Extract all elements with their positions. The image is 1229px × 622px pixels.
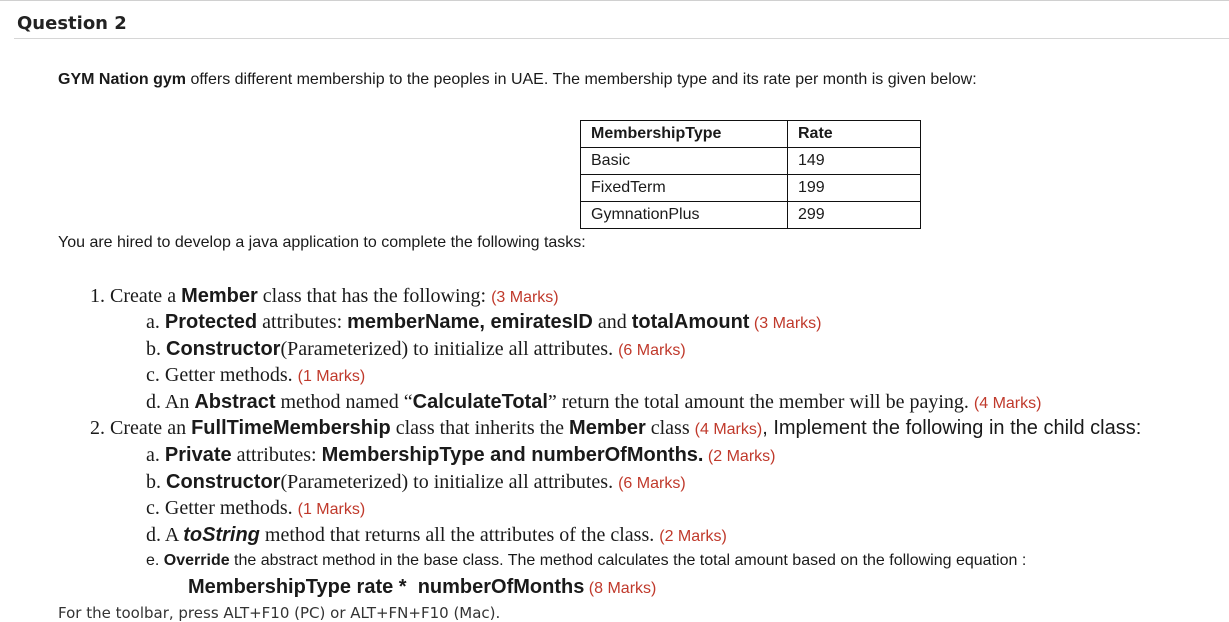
marks: (4 Marks) [694, 421, 763, 438]
marks: (6 Marks) [618, 342, 686, 359]
cell-rate: 149 [788, 148, 921, 175]
gym-name: GYM Nation gym [58, 71, 187, 88]
membership-rate-table [580, 120, 921, 229]
task-2a: a. Private attributes: MembershipType and numberOfMonths. (2 Marks) [146, 444, 776, 466]
marks: (2 Marks) [703, 448, 776, 465]
hired-paragraph: You are hired to develop a java application to complete the following tasks: [58, 234, 586, 251]
task-1a: a. Protected attributes: memberName, emiratesID and totalAmount (3 Marks) [146, 311, 822, 333]
task-2c: c. Getter methods. (1 Marks) [146, 497, 366, 519]
task-2d: d. A toString method that returns all the attributes of the class. (2 Marks) [146, 524, 727, 546]
top-border [0, 0, 1229, 1]
equation: MembershipType rate * numberOfMonths (8 Marks) [188, 576, 657, 598]
marks: (1 Marks) [297, 501, 366, 518]
intro-paragraph [58, 71, 977, 89]
table-row [581, 148, 921, 175]
task-1: 1. Create a Member class that has the following: (3 Marks) [90, 285, 559, 307]
task-1c: c. Getter methods. (1 Marks) [146, 364, 366, 386]
marks: (3 Marks) [749, 315, 822, 332]
marks: (8 Marks) [584, 580, 657, 597]
table-row [581, 175, 921, 202]
marks: (2 Marks) [659, 528, 727, 545]
task-2e: e. Override the abstract method in the base class. The method calculates the total amount based on the following equation : [146, 552, 1027, 569]
header-membership-type: MembershipType [581, 121, 788, 148]
cell-type: FixedTerm [581, 175, 788, 202]
cell-rate: 299 [788, 202, 921, 229]
task-2b: b. Constructor(Parameterized) to initialize all attributes. (6 Marks) [146, 471, 686, 493]
intro-text: offers different membership to the peoples in UAE. The membership type and its rate per month is given below: [186, 71, 977, 88]
header-rate: Rate [788, 121, 921, 148]
cell-type: GymnationPlus [581, 202, 788, 229]
task-1d: d. An Abstract method named “CalculateTotal” return the total amount the member will be paying. (4 Marks) [146, 391, 1042, 413]
marks: (3 Marks) [491, 289, 559, 306]
question-title: Question 2 [17, 13, 127, 34]
task-2: 2. Create an FullTimeMembership class that inherits the Member class (4 Marks), Implement the following in the child class: [90, 417, 1142, 439]
title-divider [14, 38, 1229, 39]
cell-type: Basic [581, 148, 788, 175]
cell-rate: 199 [788, 175, 921, 202]
table-row [581, 202, 921, 229]
marks: (1 Marks) [297, 368, 366, 385]
task-1b: b. Constructor(Parameterized) to initialize all attributes. (6 Marks) [146, 338, 686, 360]
table-header-row [581, 121, 921, 148]
marks: (6 Marks) [618, 475, 686, 492]
marks: (4 Marks) [973, 395, 1042, 412]
toolbar-hint: For the toolbar, press ALT+F10 (PC) or ALT+FN+F10 (Mac). [58, 604, 501, 622]
